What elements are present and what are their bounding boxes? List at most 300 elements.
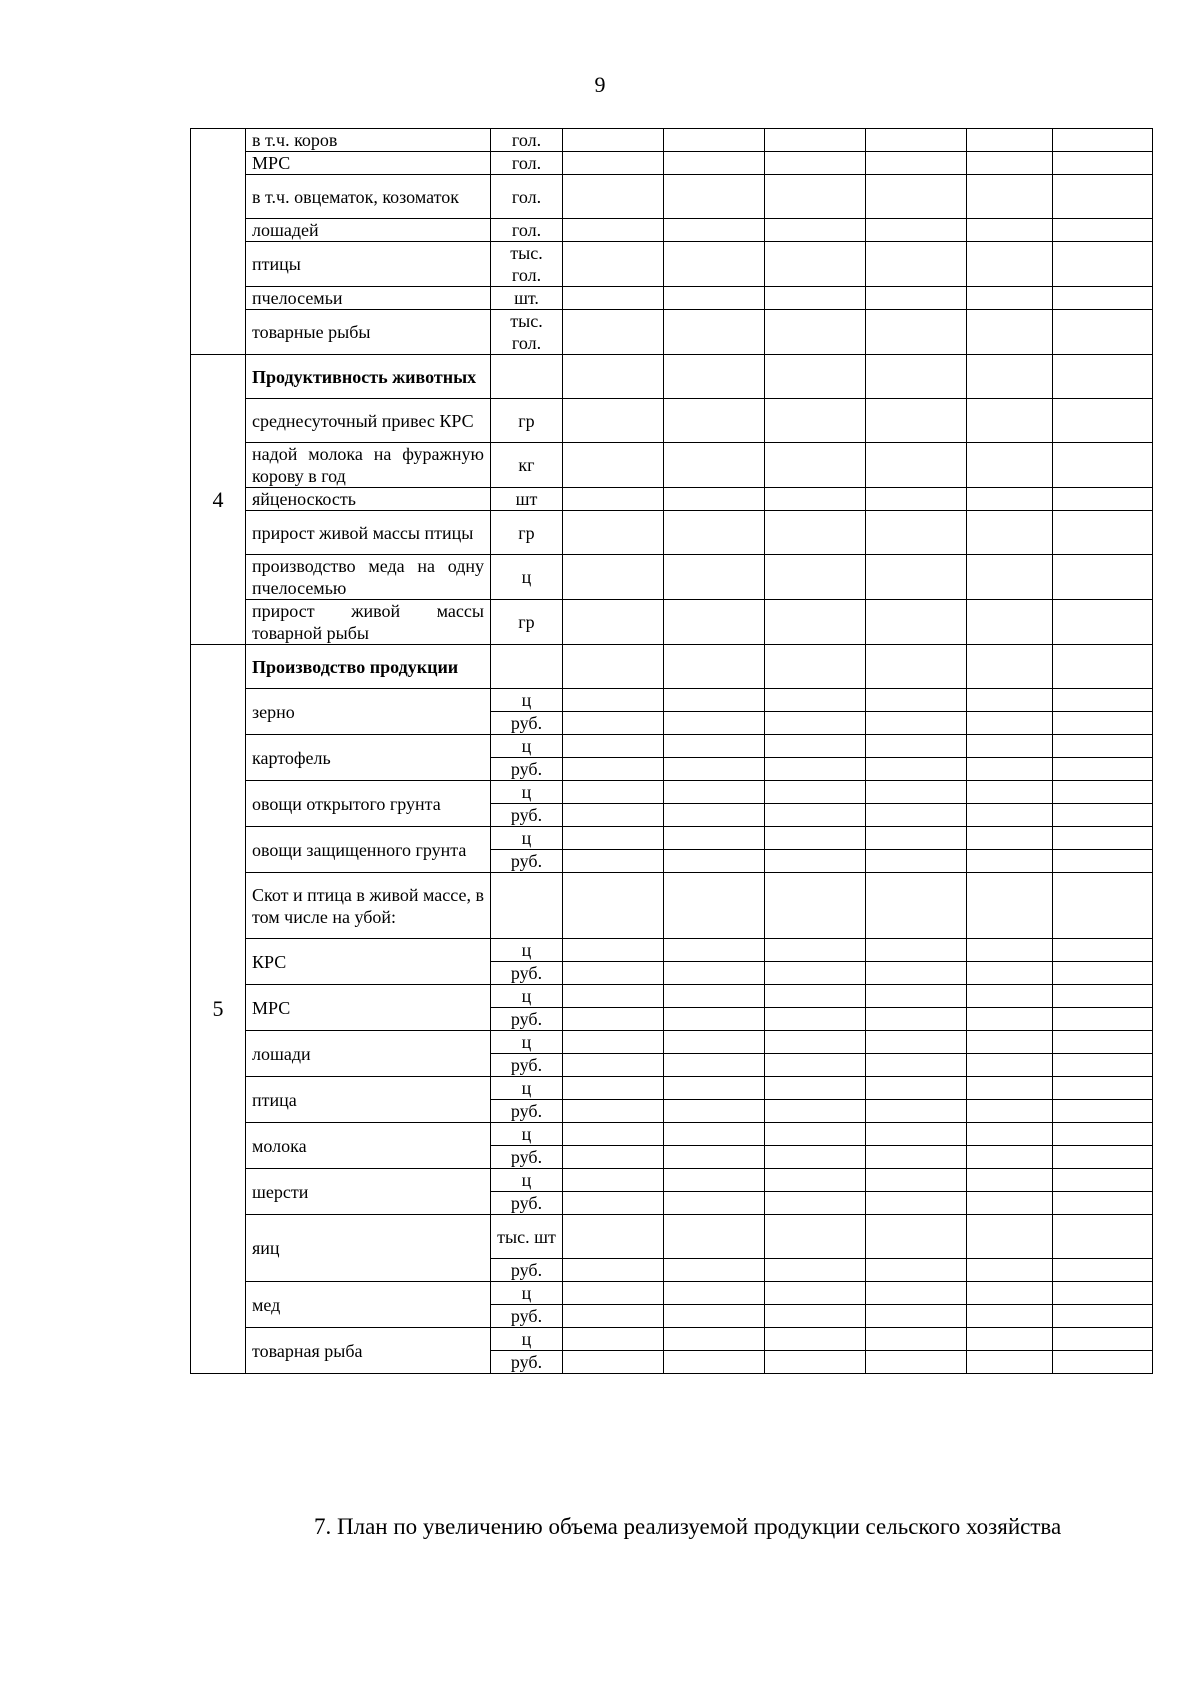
table-row: [191, 488, 1153, 511]
value-cell: [664, 712, 765, 735]
unit-cell: гр: [491, 511, 563, 555]
indicator-name: среднесуточный привес КРС: [246, 399, 491, 443]
table-row: [191, 175, 1153, 219]
value-cell: [765, 129, 866, 152]
value-cell: [1053, 511, 1153, 555]
value-cell: [866, 1008, 967, 1031]
indicator-name: зерно: [246, 689, 491, 735]
value-cell: [866, 1259, 967, 1282]
value-cell: [866, 735, 967, 758]
unit-cell: руб.: [491, 758, 563, 781]
value-cell: [1053, 1282, 1153, 1305]
value-cell: [664, 443, 765, 488]
value-cell: [967, 175, 1053, 219]
table-row: [191, 219, 1153, 242]
value-cell: [866, 1215, 967, 1259]
value-cell: [967, 962, 1053, 985]
indicator-name: производство меда на одну пчелосемью: [246, 555, 491, 600]
value-cell: [765, 511, 866, 555]
value-cell: [967, 511, 1053, 555]
value-cell: [866, 175, 967, 219]
unit-cell: ц: [491, 827, 563, 850]
unit-cell: руб.: [491, 1305, 563, 1328]
value-cell: [765, 873, 866, 939]
value-cell: [967, 712, 1053, 735]
unit-cell: ц: [491, 735, 563, 758]
value-cell: [1053, 242, 1153, 287]
value-cell: [765, 1008, 866, 1031]
indicator-name: птица: [246, 1077, 491, 1123]
value-cell: [563, 1282, 664, 1305]
value-cell: [765, 242, 866, 287]
value-cell: [664, 555, 765, 600]
value-cell: [1053, 310, 1153, 355]
value-cell: [664, 1215, 765, 1259]
value-cell: [1053, 1169, 1153, 1192]
value-cell: [563, 488, 664, 511]
value-cell: [1053, 1351, 1153, 1374]
value-cell: [664, 1077, 765, 1100]
value-cell: [866, 689, 967, 712]
value-cell: [866, 399, 967, 443]
table-row: [191, 443, 1153, 488]
value-cell: [765, 1215, 866, 1259]
value-cell: [664, 242, 765, 287]
unit-cell: руб.: [491, 1192, 563, 1215]
value-cell: [1053, 1328, 1153, 1351]
value-cell: [866, 310, 967, 355]
table-row: [191, 985, 1153, 1008]
value-cell: [765, 1031, 866, 1054]
unit-cell: гол.: [491, 175, 563, 219]
value-cell: [664, 939, 765, 962]
value-cell: [664, 310, 765, 355]
value-cell: [563, 555, 664, 600]
value-cell: [967, 1054, 1053, 1077]
unit-cell: руб.: [491, 1100, 563, 1123]
value-cell: [664, 827, 765, 850]
value-cell: [765, 1351, 866, 1374]
value-cell: [866, 1123, 967, 1146]
value-cell: [1053, 355, 1153, 399]
value-cell: [866, 600, 967, 645]
unit-cell: шт.: [491, 287, 563, 310]
value-cell: [1053, 219, 1153, 242]
indicator-name: прирост живой массы товарной рыбы: [246, 600, 491, 645]
value-cell: [1053, 1146, 1153, 1169]
value-cell: [866, 511, 967, 555]
value-cell: [967, 1031, 1053, 1054]
value-cell: [967, 645, 1053, 689]
value-cell: [664, 1351, 765, 1374]
value-cell: [563, 939, 664, 962]
unit-cell: ц: [491, 1031, 563, 1054]
value-cell: [866, 1305, 967, 1328]
value-cell: [664, 804, 765, 827]
value-cell: [765, 175, 866, 219]
value-cell: [563, 804, 664, 827]
value-cell: [563, 152, 664, 175]
value-cell: [866, 1351, 967, 1374]
unit-cell: руб.: [491, 1351, 563, 1374]
value-cell: [1053, 939, 1153, 962]
value-cell: [664, 600, 765, 645]
data-table: [190, 128, 1153, 1374]
table-row: [191, 600, 1153, 645]
indicator-name: КРС: [246, 939, 491, 985]
value-cell: [967, 1305, 1053, 1328]
value-cell: [866, 712, 967, 735]
unit-cell: ц: [491, 985, 563, 1008]
value-cell: [1053, 488, 1153, 511]
table-row: [191, 1328, 1153, 1351]
value-cell: [563, 873, 664, 939]
indicator-name: в т.ч. овцематок, козоматок: [246, 175, 491, 219]
table-row: [191, 287, 1153, 310]
value-cell: [664, 1169, 765, 1192]
table-row: [191, 1123, 1153, 1146]
indicator-name: товарная рыба: [246, 1328, 491, 1374]
value-cell: [563, 443, 664, 488]
indicator-name: яиц: [246, 1215, 491, 1282]
value-cell: [967, 399, 1053, 443]
unit-cell: ц: [491, 689, 563, 712]
section-title: Продуктивность животных: [246, 355, 491, 399]
value-cell: [664, 1192, 765, 1215]
value-cell: [563, 175, 664, 219]
value-cell: [967, 310, 1053, 355]
value-cell: [967, 804, 1053, 827]
indicator-name: МРС: [246, 985, 491, 1031]
table-row: [191, 645, 1153, 689]
unit-cell: ц: [491, 1169, 563, 1192]
value-cell: [866, 985, 967, 1008]
unit-cell: руб.: [491, 1054, 563, 1077]
value-cell: [664, 758, 765, 781]
value-cell: [563, 827, 664, 850]
subsection-title: Скот и птица в живой массе, в том числе на убой:: [246, 873, 491, 939]
value-cell: [1053, 287, 1153, 310]
value-cell: [664, 175, 765, 219]
value-cell: [866, 1031, 967, 1054]
unit-cell: ц: [491, 939, 563, 962]
value-cell: [765, 219, 866, 242]
value-cell: [1053, 827, 1153, 850]
value-cell: [563, 1077, 664, 1100]
value-cell: [765, 555, 866, 600]
value-cell: [765, 1305, 866, 1328]
value-cell: [1053, 1031, 1153, 1054]
value-cell: [563, 1169, 664, 1192]
row-number: [191, 129, 246, 355]
value-cell: [866, 781, 967, 804]
value-cell: [765, 443, 866, 488]
value-cell: [967, 1351, 1053, 1374]
value-cell: [765, 758, 866, 781]
value-cell: [1053, 1192, 1153, 1215]
indicator-name: птицы: [246, 242, 491, 287]
value-cell: [866, 129, 967, 152]
value-cell: [765, 355, 866, 399]
unit-cell: ц: [491, 1282, 563, 1305]
value-cell: [967, 152, 1053, 175]
value-cell: [866, 219, 967, 242]
value-cell: [664, 985, 765, 1008]
table-row: [191, 355, 1153, 399]
value-cell: [967, 1282, 1053, 1305]
value-cell: [967, 1008, 1053, 1031]
value-cell: [866, 1054, 967, 1077]
table-row: [191, 242, 1153, 287]
value-cell: [664, 962, 765, 985]
value-cell: [967, 443, 1053, 488]
table-row: [191, 152, 1153, 175]
value-cell: [866, 873, 967, 939]
value-cell: [866, 242, 967, 287]
value-cell: [765, 1259, 866, 1282]
value-cell: [765, 1100, 866, 1123]
value-cell: [967, 219, 1053, 242]
table-row: [191, 555, 1153, 600]
value-cell: [765, 712, 866, 735]
value-cell: [765, 962, 866, 985]
value-cell: [1053, 600, 1153, 645]
value-cell: [1053, 1259, 1153, 1282]
indicator-name: овощи защищенного грунта: [246, 827, 491, 873]
value-cell: [664, 511, 765, 555]
indicator-name: шерсти: [246, 1169, 491, 1215]
unit-cell: кг: [491, 443, 563, 488]
value-cell: [664, 1008, 765, 1031]
value-cell: [664, 1259, 765, 1282]
value-cell: [563, 689, 664, 712]
unit-cell: руб.: [491, 962, 563, 985]
value-cell: [967, 939, 1053, 962]
value-cell: [563, 1192, 664, 1215]
value-cell: [563, 310, 664, 355]
value-cell: [866, 1169, 967, 1192]
table-row: [191, 781, 1153, 804]
value-cell: [563, 1054, 664, 1077]
value-cell: [866, 443, 967, 488]
value-cell: [1053, 735, 1153, 758]
table-row: [191, 511, 1153, 555]
value-cell: [967, 873, 1053, 939]
value-cell: [1053, 962, 1153, 985]
value-cell: [563, 1100, 664, 1123]
value-cell: [866, 645, 967, 689]
value-cell: [967, 355, 1053, 399]
value-cell: [765, 689, 866, 712]
value-cell: [563, 129, 664, 152]
value-cell: [1053, 399, 1153, 443]
value-cell: [664, 488, 765, 511]
value-cell: [866, 1100, 967, 1123]
value-cell: [563, 1215, 664, 1259]
value-cell: [1053, 873, 1153, 939]
value-cell: [664, 399, 765, 443]
value-cell: [967, 1100, 1053, 1123]
table-row: [191, 1077, 1153, 1100]
indicator-name: МРС: [246, 152, 491, 175]
row-number: 4: [191, 355, 246, 645]
value-cell: [765, 1282, 866, 1305]
unit-cell: [491, 645, 563, 689]
value-cell: [866, 804, 967, 827]
value-cell: [967, 1259, 1053, 1282]
value-cell: [664, 850, 765, 873]
value-cell: [967, 850, 1053, 873]
value-cell: [664, 1100, 765, 1123]
value-cell: [765, 600, 866, 645]
value-cell: [1053, 985, 1153, 1008]
indicator-name: яйценоскость: [246, 488, 491, 511]
value-cell: [1053, 1077, 1153, 1100]
value-cell: [563, 287, 664, 310]
table-row: [191, 1169, 1153, 1192]
value-cell: [563, 219, 664, 242]
value-cell: [563, 735, 664, 758]
value-cell: [563, 850, 664, 873]
unit-cell: ц: [491, 1123, 563, 1146]
value-cell: [967, 1146, 1053, 1169]
value-cell: [1053, 555, 1153, 600]
unit-cell: [491, 873, 563, 939]
value-cell: [1053, 152, 1153, 175]
value-cell: [967, 1123, 1053, 1146]
value-cell: [1053, 1054, 1153, 1077]
unit-cell: руб.: [491, 1008, 563, 1031]
value-cell: [1053, 175, 1153, 219]
value-cell: [765, 1146, 866, 1169]
value-cell: [866, 488, 967, 511]
unit-cell: руб.: [491, 1259, 563, 1282]
value-cell: [563, 1305, 664, 1328]
value-cell: [967, 1077, 1053, 1100]
unit-cell: гр: [491, 600, 563, 645]
value-cell: [664, 287, 765, 310]
value-cell: [967, 1169, 1053, 1192]
value-cell: [664, 1146, 765, 1169]
value-cell: [967, 1328, 1053, 1351]
value-cell: [563, 511, 664, 555]
value-cell: [967, 758, 1053, 781]
value-cell: [967, 735, 1053, 758]
value-cell: [563, 1328, 664, 1351]
page-number: 9: [594, 72, 606, 97]
value-cell: [765, 488, 866, 511]
value-cell: [866, 1146, 967, 1169]
unit-cell: тыс. гол.: [491, 242, 563, 287]
table-row: [191, 1031, 1153, 1054]
value-cell: [866, 555, 967, 600]
value-cell: [1053, 129, 1153, 152]
value-cell: [765, 1054, 866, 1077]
unit-cell: руб.: [491, 712, 563, 735]
value-cell: [866, 1282, 967, 1305]
indicator-name: молока: [246, 1123, 491, 1169]
value-cell: [765, 399, 866, 443]
unit-cell: ц: [491, 1328, 563, 1351]
table-row: [191, 827, 1153, 850]
value-cell: [1053, 1008, 1153, 1031]
value-cell: [664, 219, 765, 242]
value-cell: [967, 1192, 1053, 1215]
value-cell: [967, 827, 1053, 850]
value-cell: [765, 1123, 866, 1146]
value-cell: [765, 985, 866, 1008]
value-cell: [1053, 712, 1153, 735]
value-cell: [664, 355, 765, 399]
value-cell: [765, 310, 866, 355]
unit-cell: гол.: [491, 152, 563, 175]
value-cell: [1053, 781, 1153, 804]
value-cell: [563, 985, 664, 1008]
value-cell: [765, 735, 866, 758]
indicator-name: прирост живой массы птицы: [246, 511, 491, 555]
value-cell: [1053, 804, 1153, 827]
value-cell: [563, 645, 664, 689]
value-cell: [664, 1328, 765, 1351]
value-cell: [866, 355, 967, 399]
value-cell: [1053, 1305, 1153, 1328]
value-cell: [563, 712, 664, 735]
unit-cell: гол.: [491, 129, 563, 152]
unit-cell: ц: [491, 781, 563, 804]
table-row: [191, 1215, 1153, 1259]
value-cell: [664, 1031, 765, 1054]
indicator-name: лошади: [246, 1031, 491, 1077]
value-cell: [563, 962, 664, 985]
indicator-name: пчелосемьи: [246, 287, 491, 310]
value-cell: [664, 1123, 765, 1146]
value-cell: [765, 939, 866, 962]
indicator-name: в т.ч. коров: [246, 129, 491, 152]
value-cell: [664, 645, 765, 689]
value-cell: [866, 850, 967, 873]
value-cell: [1053, 1215, 1153, 1259]
value-cell: [1053, 689, 1153, 712]
table-row: [191, 310, 1153, 355]
value-cell: [563, 1123, 664, 1146]
row-number: 5: [191, 645, 246, 1374]
value-cell: [563, 1259, 664, 1282]
indicator-name: товарные рыбы: [246, 310, 491, 355]
indicator-name: мед: [246, 1282, 491, 1328]
section-title: Производство продукции: [246, 645, 491, 689]
value-cell: [967, 242, 1053, 287]
value-cell: [563, 242, 664, 287]
value-cell: [765, 827, 866, 850]
value-cell: [866, 1192, 967, 1215]
table-row: [191, 689, 1153, 712]
value-cell: [866, 152, 967, 175]
value-cell: [866, 827, 967, 850]
value-cell: [1053, 758, 1153, 781]
unit-cell: ц: [491, 555, 563, 600]
value-cell: [967, 287, 1053, 310]
table-row: [191, 129, 1153, 152]
indicator-name: надой молока на фуражную корову в год: [246, 443, 491, 488]
unit-cell: тыс. гол.: [491, 310, 563, 355]
value-cell: [563, 600, 664, 645]
value-cell: [866, 1328, 967, 1351]
unit-cell: ц: [491, 1077, 563, 1100]
value-cell: [866, 939, 967, 962]
value-cell: [765, 1328, 866, 1351]
unit-cell: тыс. шт: [491, 1215, 563, 1259]
value-cell: [664, 1282, 765, 1305]
